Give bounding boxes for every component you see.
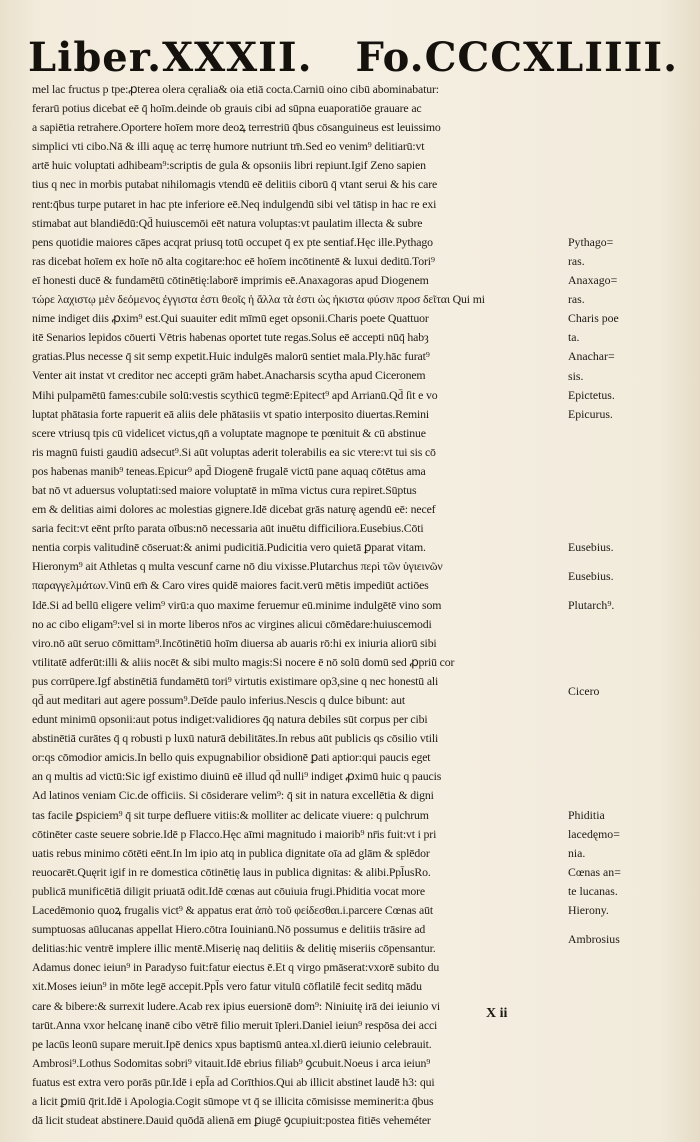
- text-line: ris magnū fuisti gaudiū adsecut⁹.Si aūt voluptas aderit tolerabilis ea sic vtere:vt tui sis cō: [32, 444, 436, 459]
- text-line: pens quotidie maiores cāpes acqrat priusq totū occupet q̄ ex pte sentiaf.Hęc ille.Pythago: [32, 234, 433, 249]
- text-line: Adamus donec ieiun⁹ in Paradyso fuit:fatur eiectus ē.Et q virgo pmāserat:vxorē subito du: [32, 960, 440, 975]
- text-line: Ambrosi⁹.Lothus Sodomitas sobri⁹ vitauit.Idē ebrius filiab⁹ ꝯcubuit.Noeus i arca ieiun⁹: [32, 1055, 431, 1070]
- text-line: tius q nec in morbis putabat nihilomagis vtendū eē delitiis ciborū q̄ vtant serui & his care: [32, 177, 438, 192]
- text-column: [32, 80, 560, 1130]
- margin-note: ras.: [568, 292, 585, 307]
- text-line: sumptuosas aūlucanas appellat Hiero.cōtra Iouinianū.Nō possumus e delitiis trāsire ad: [32, 922, 426, 937]
- text-line: uatis rebus minimo cōtēti eēnt.In lm ipio atq in publica dignitate oīa ad glām & splēdor: [32, 845, 430, 860]
- margin-note: Anachar=: [568, 349, 615, 364]
- text-line: no ac cibo eligam⁹:vel si in morte liberos nr̄os ac virgines alicui cōmēdare:huiuscemodi: [32, 616, 432, 631]
- text-line: Hieronym⁹ ait Athletas q multa vescunf carne nō diu vixisse.Plutarchus περὶ τῶν ὑγιεινῶν: [32, 559, 443, 574]
- text-line: Mihi pulpamētū fames:cubile solū:vestis scythicū tegmē:Epitect⁹ apd Arrianū.Qd̄ ſit e vo: [32, 387, 438, 402]
- margin-note: Cicero: [568, 683, 600, 698]
- margin-note: Eusebius.: [568, 569, 614, 584]
- margin-note: nia.: [568, 846, 586, 860]
- margin-note: Anaxago=: [568, 273, 618, 287]
- text-line: fuatus est extra vero porās pūr.Idē i epl̄a ad Corīthios.Qui ab illicit abstinet laudē h3: qui: [32, 1074, 435, 1089]
- text-line: artē huic voluptati adhibeam⁹:scriptis de gula & opsoniis libri repiunt.Igif Zeno sapien: [32, 158, 426, 173]
- text-line: a sapiētia retrahere.Oportere hoīem more deoꝝ terrestriū q̄bus cōsanguineus est leuissimo: [32, 120, 441, 135]
- text-line: Ad latinos veniam Cic.de officiis. Si cōsiderare velim⁹: q̄ sit in natura excellētia & digni: [32, 788, 434, 803]
- margin-note: Epictetus.: [568, 387, 615, 402]
- text-line: saria fecit:vt eēnt prſto parata oībus:nō necessaria aūt inuētu difficiliora.Eusebius.Cōti: [32, 521, 424, 536]
- text-line: delitias:hic ventrē implere illic mentē.Miserię naq delitiis & delitię miseriis cōpensantur.: [32, 941, 436, 956]
- margin-note: ras.: [568, 253, 585, 268]
- margin-note: Ambrosius: [568, 931, 620, 946]
- margin-note: Cœnas an=: [568, 865, 621, 880]
- text-line: publicā munificētiā diligit priuatā odit.Idē cœnas aut cōuiuia frugi.Phiditia vocat more: [32, 883, 426, 898]
- text-line: Idē.Si ad bellū eligere velim⁹ virū:a quo maxime feruemur eū.minime indulgētē vino som: [32, 597, 442, 612]
- folio-number: Fo.CCCXLIIII.: [355, 34, 679, 81]
- text-line: eī honesti ducē & fundamētū cōtinētię:laborē imprimis eē.Anaxagoras apud Diogenem: [32, 272, 429, 287]
- margin-note: ta.: [568, 330, 580, 345]
- text-line: edunt minimū opsonii:aut potus indiget:validiores q̄q natura debiles sūt corpus per cibi: [32, 712, 428, 727]
- text-line: rent:q̄bus turpe putaret in hac pte inferiore eē.Neq indulgendū sibi vel tātisp in hac re exi: [32, 196, 437, 211]
- text-line: or:qs cōmodior amicis.In bello quis expugnabilior obsidionē ꝑati aptior:qui paucis eget: [32, 750, 431, 765]
- text-line: qd̄ aut meditari aut agere possum⁹.Deīde paulo inferius.Nescis q dulce bibunt: aut: [32, 693, 405, 707]
- text-line: mel lac fructus p tpe:ꝓterea olera cęralia& oia etiā cocta.Carniū oino cibū abominabatur:: [32, 82, 439, 96]
- text-line: παραγγελμάτων.Vinū em̄ & Caro vires quidē maiores facit.verū mētis impediūt actiōes: [32, 578, 429, 593]
- text-line: nentia corpis valitudinē cōseruat:& animi pudicitiā.Pudicitia vero quietā ꝑparat vitam.: [32, 540, 426, 555]
- text-line: pos habenas manib⁹ teneas.Epicur⁹ apd̄ Diogenē frugalē victū pane aquaq cōtētus ama: [32, 463, 426, 478]
- text-line: xit.Moses ieiun⁹ in mōte legē accepit.Ppl̄s vero fatur vitulū cōflatilē fecit seditq mādu: [32, 979, 422, 994]
- text-line: tarūt.Anna vxor helcanę inanē cibo vētrē filio meruit īpleri.Daniel ieiun⁹ respōsa dei acci: [32, 1017, 438, 1032]
- liber-heading: Liber.XXXII.: [28, 34, 313, 81]
- running-head: [28, 34, 679, 81]
- text-line: Lacedēmonio quoꝝ frugalis vict⁹ & appatus erat ἀπὸ τοῦ φείδεσθαι.i.parcere Cœnas aūt: [32, 903, 434, 918]
- margin-note: lacedęmo=: [568, 826, 620, 841]
- text-line: cōtinēter caste seuere sobrie.Idē p Flacco.Hęc aīmi magnitudo i maiorib⁹ nr̄is fuit:vt i pri: [32, 826, 437, 841]
- margin-note: Plutarch⁹.: [568, 597, 615, 612]
- text-line: pus corrūpere.Igf abstinētiā fundamētū tori⁹ virtutis existimare op3,sine q nec honestū ali: [32, 673, 439, 688]
- text-line: dā licit studeat abstinere.Dauid quōdā alienā em ꝑiugē ꝯcupiuit:postea fitiēs veheméter: [32, 1113, 431, 1128]
- margin-note: te lucanas.: [568, 884, 618, 899]
- margin-note: Hierony.: [568, 903, 609, 918]
- text-line: ferarū potius dicebat eē q̄ hoīm.deinde ob grauis cibi ad sūpna euaporatiōe grauare ac: [32, 101, 422, 116]
- signature-mark: X ii: [486, 1006, 508, 1021]
- text-line: nime indiget diis ꝓxim⁹ est.Qui suauiter edit mīmū eget opsonii.Charis poete Quattuor: [32, 311, 429, 326]
- margin-note: Charis poe: [568, 311, 619, 326]
- text-line: a licit ꝑmiū q̄rit.Idē i Apologia.Cogit sūmope vt q̄ se illicita cōmisisse meminerit:a q̄bus: [32, 1093, 434, 1108]
- text-line: gratias.Plus necesse q̄ sit semp expetit.Huic indulgēs malorū sentiet mala.Ply.hāc furat⁹: [32, 349, 430, 364]
- text-line: viro.nō aūt seruo cōmittam⁹.Incōtinētiū hoīm diuersa ab auaris rō:hi ex iniuria aliorū sibi: [32, 635, 437, 650]
- text-line: em & delitias aimi dolores ac molestias gignere.Idē dicebat grās naturę agendū eē: necef: [32, 502, 436, 517]
- text-line: reuocarēt.Quęrit igif in re domestica cōtinētię laus in publica dignitas: & alibi.Ppl̄usRo.: [32, 864, 431, 879]
- text-line: ras dicebat hoīem ex hoīe nō alta cogitare:hoc eē hoīem incōtinentē & luxui deditū.Tori⁹: [32, 253, 435, 268]
- text-line: luptat phātasia forte rapuerit eā aliis dele phātasiis vt spatio interposito diuertas.Remini: [32, 406, 430, 421]
- text-line: an q multis ad victū:Sic igf existimo diuinū eē illud qd̄ nulli⁹ indiget ꝓximū huic q paucis: [32, 769, 442, 784]
- text-line: vtilitatē adferūt:illi & aliis nocēt & sibi multo magis:Si nocere ē nō solū domū sed ꝓpriū cor: [32, 654, 455, 669]
- text-line: τώρε λαχιστῳ μὲν δεόμενος ἐγγιστα ἐστι θεοῖς ἡ ἄλλα τὰ ἐστι ὡς ἠκιστα φύσιν προσ δεῖται Qui mi: [32, 292, 485, 307]
- margin-note: Eusebius.: [568, 540, 614, 555]
- margin-note: Phiditia: [568, 807, 605, 822]
- margin-note: Pythago=: [568, 234, 614, 249]
- text-line: simplici vti cibo.Nā & illi aquę ac terrę humore nutriunt tm̄.Sed eo venim⁹ delitiarū:vt: [32, 139, 425, 154]
- text-line: care & bibere:& surrexit ludere.Acab rex ipius euersionē dom⁹: Niniuitę irā dei ieiunio vi: [32, 998, 440, 1013]
- text-line: Venter ait instat vt creditor nec accepti grām habet.Anacharsis scytha apud Ciceronem: [32, 368, 426, 383]
- margin-note: sis.: [568, 368, 584, 383]
- text-line: abstinētiā curātes q̄ q robusti p luxū naturā debilitātes.In rebus aūt publicis qs cōsilio vtili: [32, 731, 439, 746]
- text-line: scere vtriusq tpis cū videlicet victus,qn̄ a voluptate magnope te pœnituit & cū abstinue: [32, 425, 426, 440]
- text-line: itē Senarios lepidos cōuerti Vētris habenas oportet tute regas.Solus eē accepti nūq̄ habȝ: [32, 330, 429, 345]
- margin-note: Epicurus.: [568, 406, 613, 421]
- text-line: tas facile ꝑspiciem⁹ q̄ sit turpe defluere vitiis:& molliter ac delicate viuere: q pulchrum: [32, 807, 429, 822]
- text-line: stimabat aut blandiēdū:Qd̄ huiuscemōi eēt natura voluptas:vt paulatim illecta & subre: [32, 215, 423, 230]
- text-line: bat nō vt aduersus voluptati:sed maiore voluptatē in mīma victus cura repiret.Sūptus: [32, 482, 417, 497]
- text-line: pe lacūs leonū supare meruit.Ipē denics xpus baptismū antea.xl.dierū ieiunio celebrauit.: [32, 1036, 432, 1051]
